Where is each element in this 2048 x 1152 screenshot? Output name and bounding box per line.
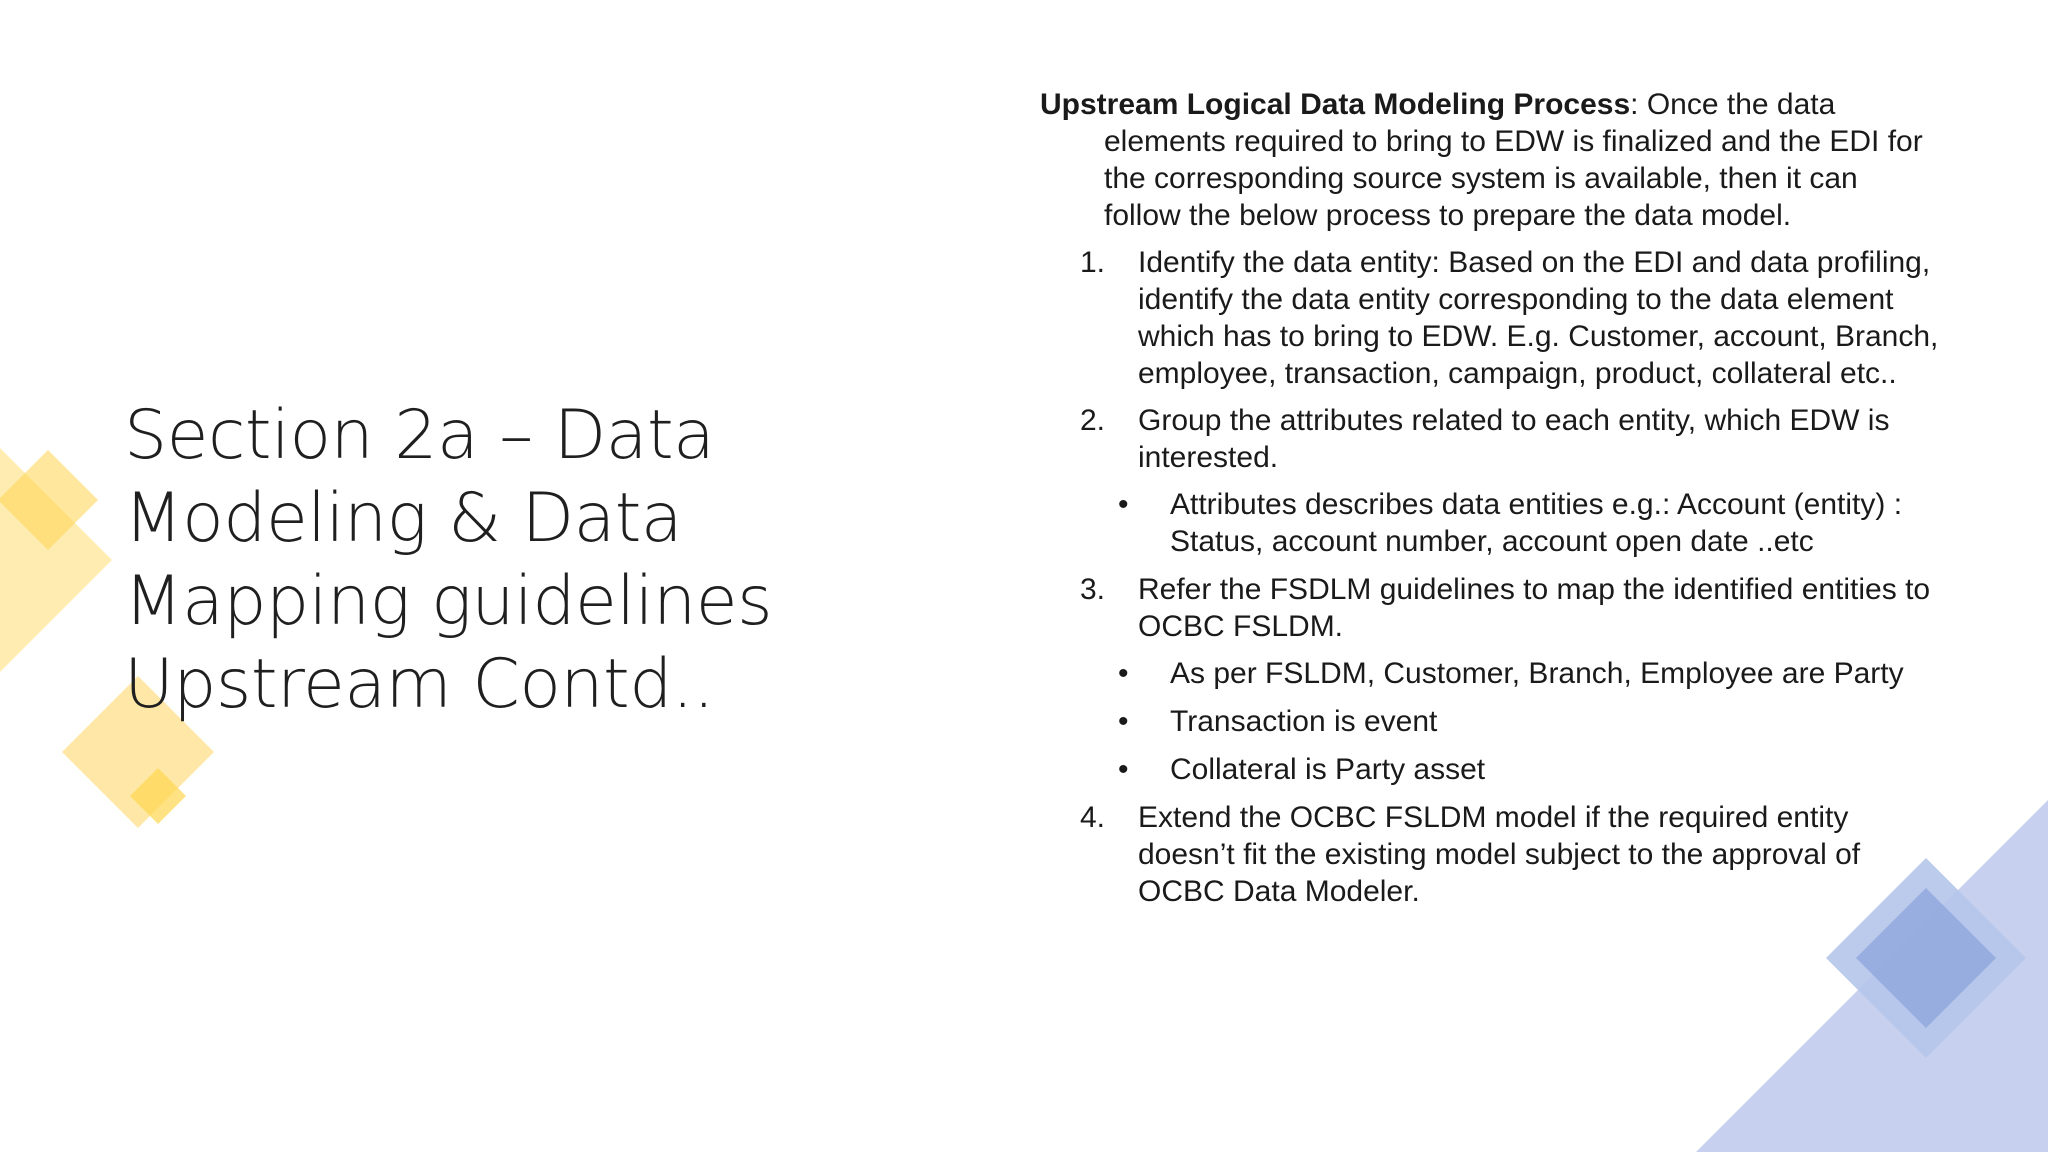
bullet-text: Collateral is Party asset	[1170, 753, 1486, 786]
sub-bullet	[1040, 655, 1940, 692]
step-text: Identify the data entity: Based on the EDI and data profiling, identify the data entity corresponding to the data element which has to bring to EDW. E.g. Customer, account, Branch, employee, transaction, campaign, product, collateral etc..	[1138, 246, 1939, 390]
step-text: Extend the OCBC FSLDM model if the required entity doesn’t fit the existing model subject to the approval of OCBC Data Modeler.	[1138, 801, 1861, 908]
bullet-text: Transaction is event	[1170, 705, 1438, 738]
intro-text: : Once the data elements required to bring to EDW is finalized and the EDI for the corresponding source system is available, then it can follow the below process to prepare the data model.	[1104, 88, 1923, 232]
title-line: Section 2a – Data	[124, 396, 715, 475]
step-item	[1040, 799, 1940, 910]
slide-body	[1040, 86, 1940, 920]
intro-paragraph	[1040, 86, 1940, 234]
step-item	[1040, 402, 1940, 476]
title-line: Mapping guidelines	[124, 562, 773, 641]
bullet-text: Attributes describes data entities e.g.: Account (entity) : Status, account number, account open date ..etc	[1170, 488, 1903, 558]
sub-bullet	[1040, 703, 1940, 740]
sub-bullet	[1040, 486, 1940, 560]
step-number: 2.	[1080, 404, 1106, 437]
bullet-glyph: •	[1118, 753, 1129, 786]
step-number: 1.	[1080, 246, 1106, 279]
intro-heading: Upstream Logical Data Modeling Process	[1040, 88, 1631, 121]
step-number: 3.	[1080, 573, 1106, 606]
bullet-glyph: •	[1118, 657, 1129, 690]
bullet-glyph: •	[1118, 488, 1129, 521]
title-line: Upstream Contd..	[124, 645, 715, 724]
step-item	[1040, 571, 1940, 645]
step-text: Refer the FSDLM guidelines to map the identified entities to OCBC FSLDM.	[1138, 573, 1931, 643]
step-item	[1040, 244, 1940, 392]
title-line: Modeling & Data	[124, 479, 683, 558]
step-text: Group the attributes related to each entity, which EDW is interested.	[1138, 404, 1890, 474]
slide-title	[124, 394, 844, 726]
sub-bullet	[1040, 751, 1940, 788]
bullet-text: As per FSLDM, Customer, Branch, Employee are Party	[1170, 657, 1904, 690]
step-number: 4.	[1080, 801, 1106, 834]
bullet-glyph: •	[1118, 705, 1129, 738]
